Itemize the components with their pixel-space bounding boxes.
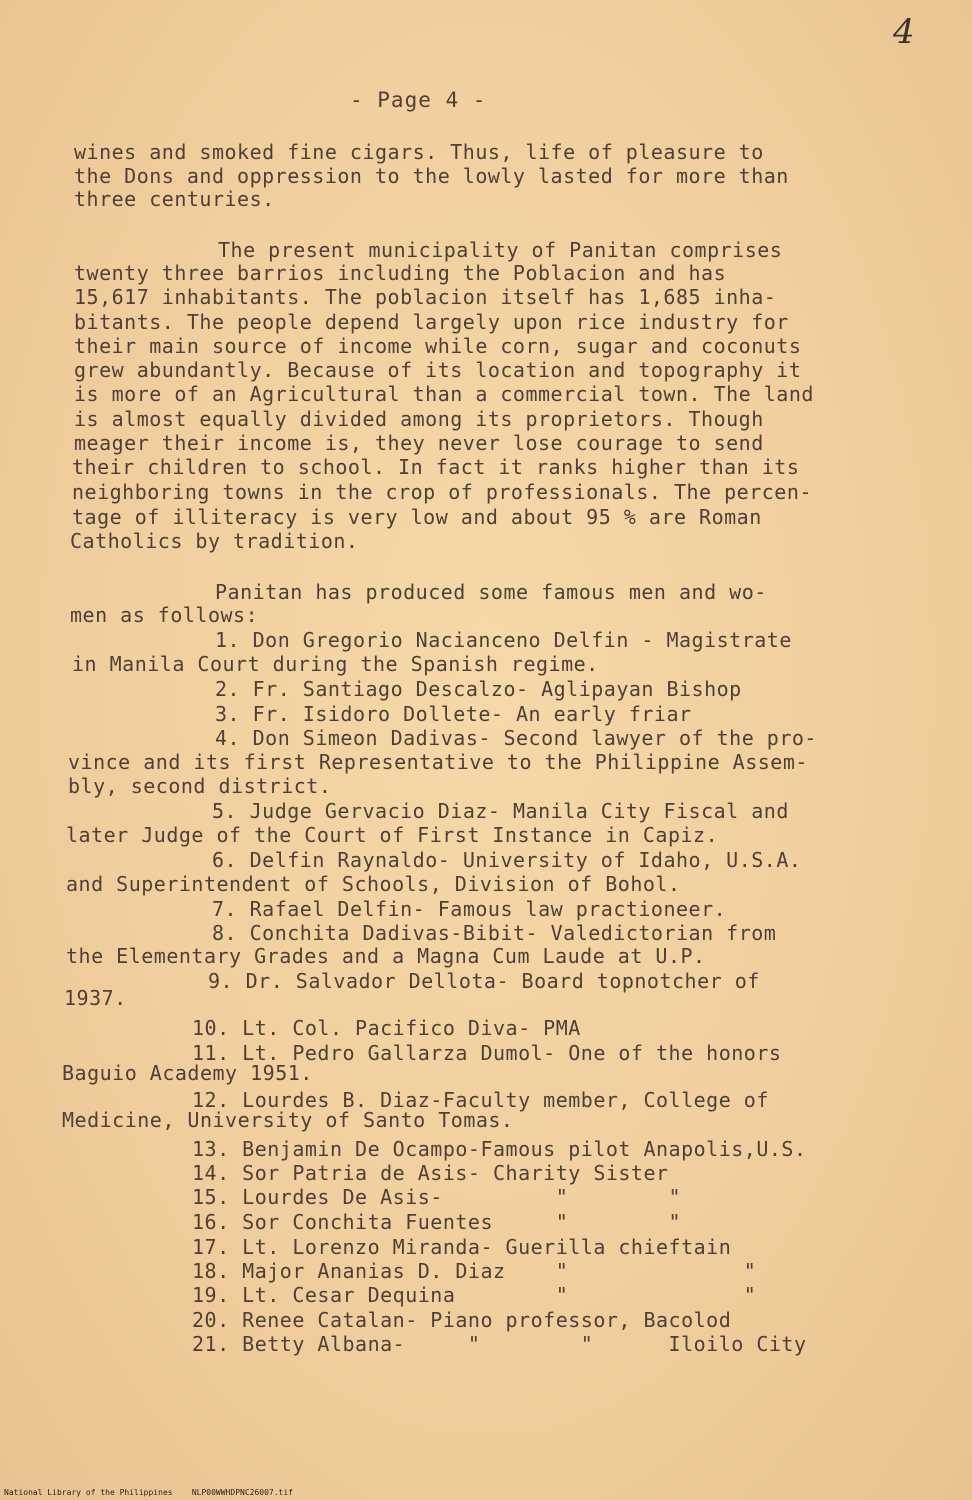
text-line: 17. Lt. Lorenzo Miranda- Guerilla chieftain — [192, 1235, 732, 1259]
text-line: three centuries. — [74, 187, 275, 211]
text-line: 2. Fr. Santiago Descalzo- Aglipayan Bishop — [215, 677, 742, 701]
text-line: is more of an Agricultural than a commercial town. The land — [74, 382, 814, 406]
text-line: tage of illiteracy is very low and about 95 % are Roman — [72, 505, 762, 529]
text-line: Panitan has produced some famous men and wo- — [215, 580, 767, 604]
text-line: their main source of income while corn, sugar and coconuts — [74, 334, 802, 358]
page-heading: - Page 4 - — [350, 88, 487, 112]
text-line: 7. Rafael Delfin- Famous law practioneer. — [212, 897, 727, 921]
text-line: vince and its first Representative to the Philippine Assem- — [68, 750, 808, 774]
text-line: 20. Renee Catalan- Piano professor, Bacolod — [192, 1308, 732, 1332]
text-line: 5. Judge Gervacio Diaz- Manila City Fiscal and — [212, 799, 789, 823]
text-line: grew abundantly. Because of its location and topography it — [74, 358, 802, 382]
text-line: 19. Lt. Cesar Dequina " " — [192, 1283, 757, 1307]
text-line: 15,617 inhabitants. The poblacion itself has 1,685 inha- — [74, 285, 777, 309]
text-line: 1937. — [64, 986, 127, 1010]
text-line: 18. Major Ananias D. Diaz " " — [192, 1259, 757, 1283]
text-line: their children to school. In fact it ranks higher than its — [72, 455, 800, 479]
text-line: 14. Sor Patria de Asis- Charity Sister — [192, 1161, 669, 1185]
text-line: bitants. The people depend largely upon rice industry for — [74, 310, 789, 334]
text-line: is almost equally divided among its proprietors. Though — [74, 407, 764, 431]
text-line: men as follows: — [70, 603, 259, 627]
text-line: neighboring towns in the crop of professionals. The percen- — [72, 480, 812, 504]
text-line: in Manila Court during the Spanish regime. — [72, 652, 599, 676]
handwritten-page-number: 4 — [893, 12, 915, 52]
text-line: 11. Lt. Pedro Gallarza Dumol- One of the honors — [192, 1041, 782, 1065]
text-line: later Judge of the Court of First Instance in Capiz. — [66, 823, 719, 847]
text-line: Medicine, University of Santo Tomas. — [62, 1108, 514, 1132]
text-line: the Elementary Grades and a Magna Cum Laude at U.P. — [66, 944, 706, 968]
text-line: The present municipality of Panitan comprises — [218, 238, 783, 262]
text-line: 21. Betty Albana- " " Iloilo City — [192, 1332, 807, 1356]
text-line: 3. Fr. Isidoro Dollete- An early friar — [215, 702, 692, 726]
text-line: twenty three barrios including the Poblacion and has — [74, 261, 727, 285]
text-line: and Superintendent of Schools, Division of Bohol. — [66, 872, 681, 896]
text-line: 4. Don Simeon Dadivas- Second lawyer of the pro- — [215, 726, 817, 750]
text-line: 6. Delfin Raynaldo- University of Idaho, U.S.A. — [212, 848, 802, 872]
text-line: 8. Conchita Dadivas-Bibit- Valedictorian from — [212, 921, 777, 945]
text-line: Catholics by tradition. — [70, 529, 359, 553]
text-line: 1. Don Gregorio Nacianceno Delfin - Magistrate — [215, 628, 792, 652]
text-line: Baguio Academy 1951. — [62, 1061, 313, 1085]
text-line: 13. Benjamin De Ocampo-Famous pilot Anapolis,U.S. — [192, 1137, 807, 1161]
text-line: wines and smoked fine cigars. Thus, life of pleasure to — [74, 140, 764, 164]
text-line: 9. Dr. Salvador Dellota- Board topnotcher of — [208, 969, 760, 993]
text-line: bly, second district. — [68, 774, 332, 798]
text-line: 15. Lourdes De Asis- " " — [192, 1185, 682, 1209]
text-line: meager their income is, they never lose courage to send — [74, 431, 764, 455]
text-line: 10. Lt. Col. Pacifico Diva- PMA — [192, 1016, 581, 1040]
text-line: 16. Sor Conchita Fuentes " " — [192, 1210, 682, 1234]
text-line: the Dons and oppression to the lowly lasted for more than — [74, 164, 789, 188]
text-line: 12. Lourdes B. Diaz-Faculty member, College of — [192, 1088, 769, 1112]
archive-footer: National Library of the Philippines NLP00WWHDPNC26007.tif — [4, 1488, 293, 1497]
